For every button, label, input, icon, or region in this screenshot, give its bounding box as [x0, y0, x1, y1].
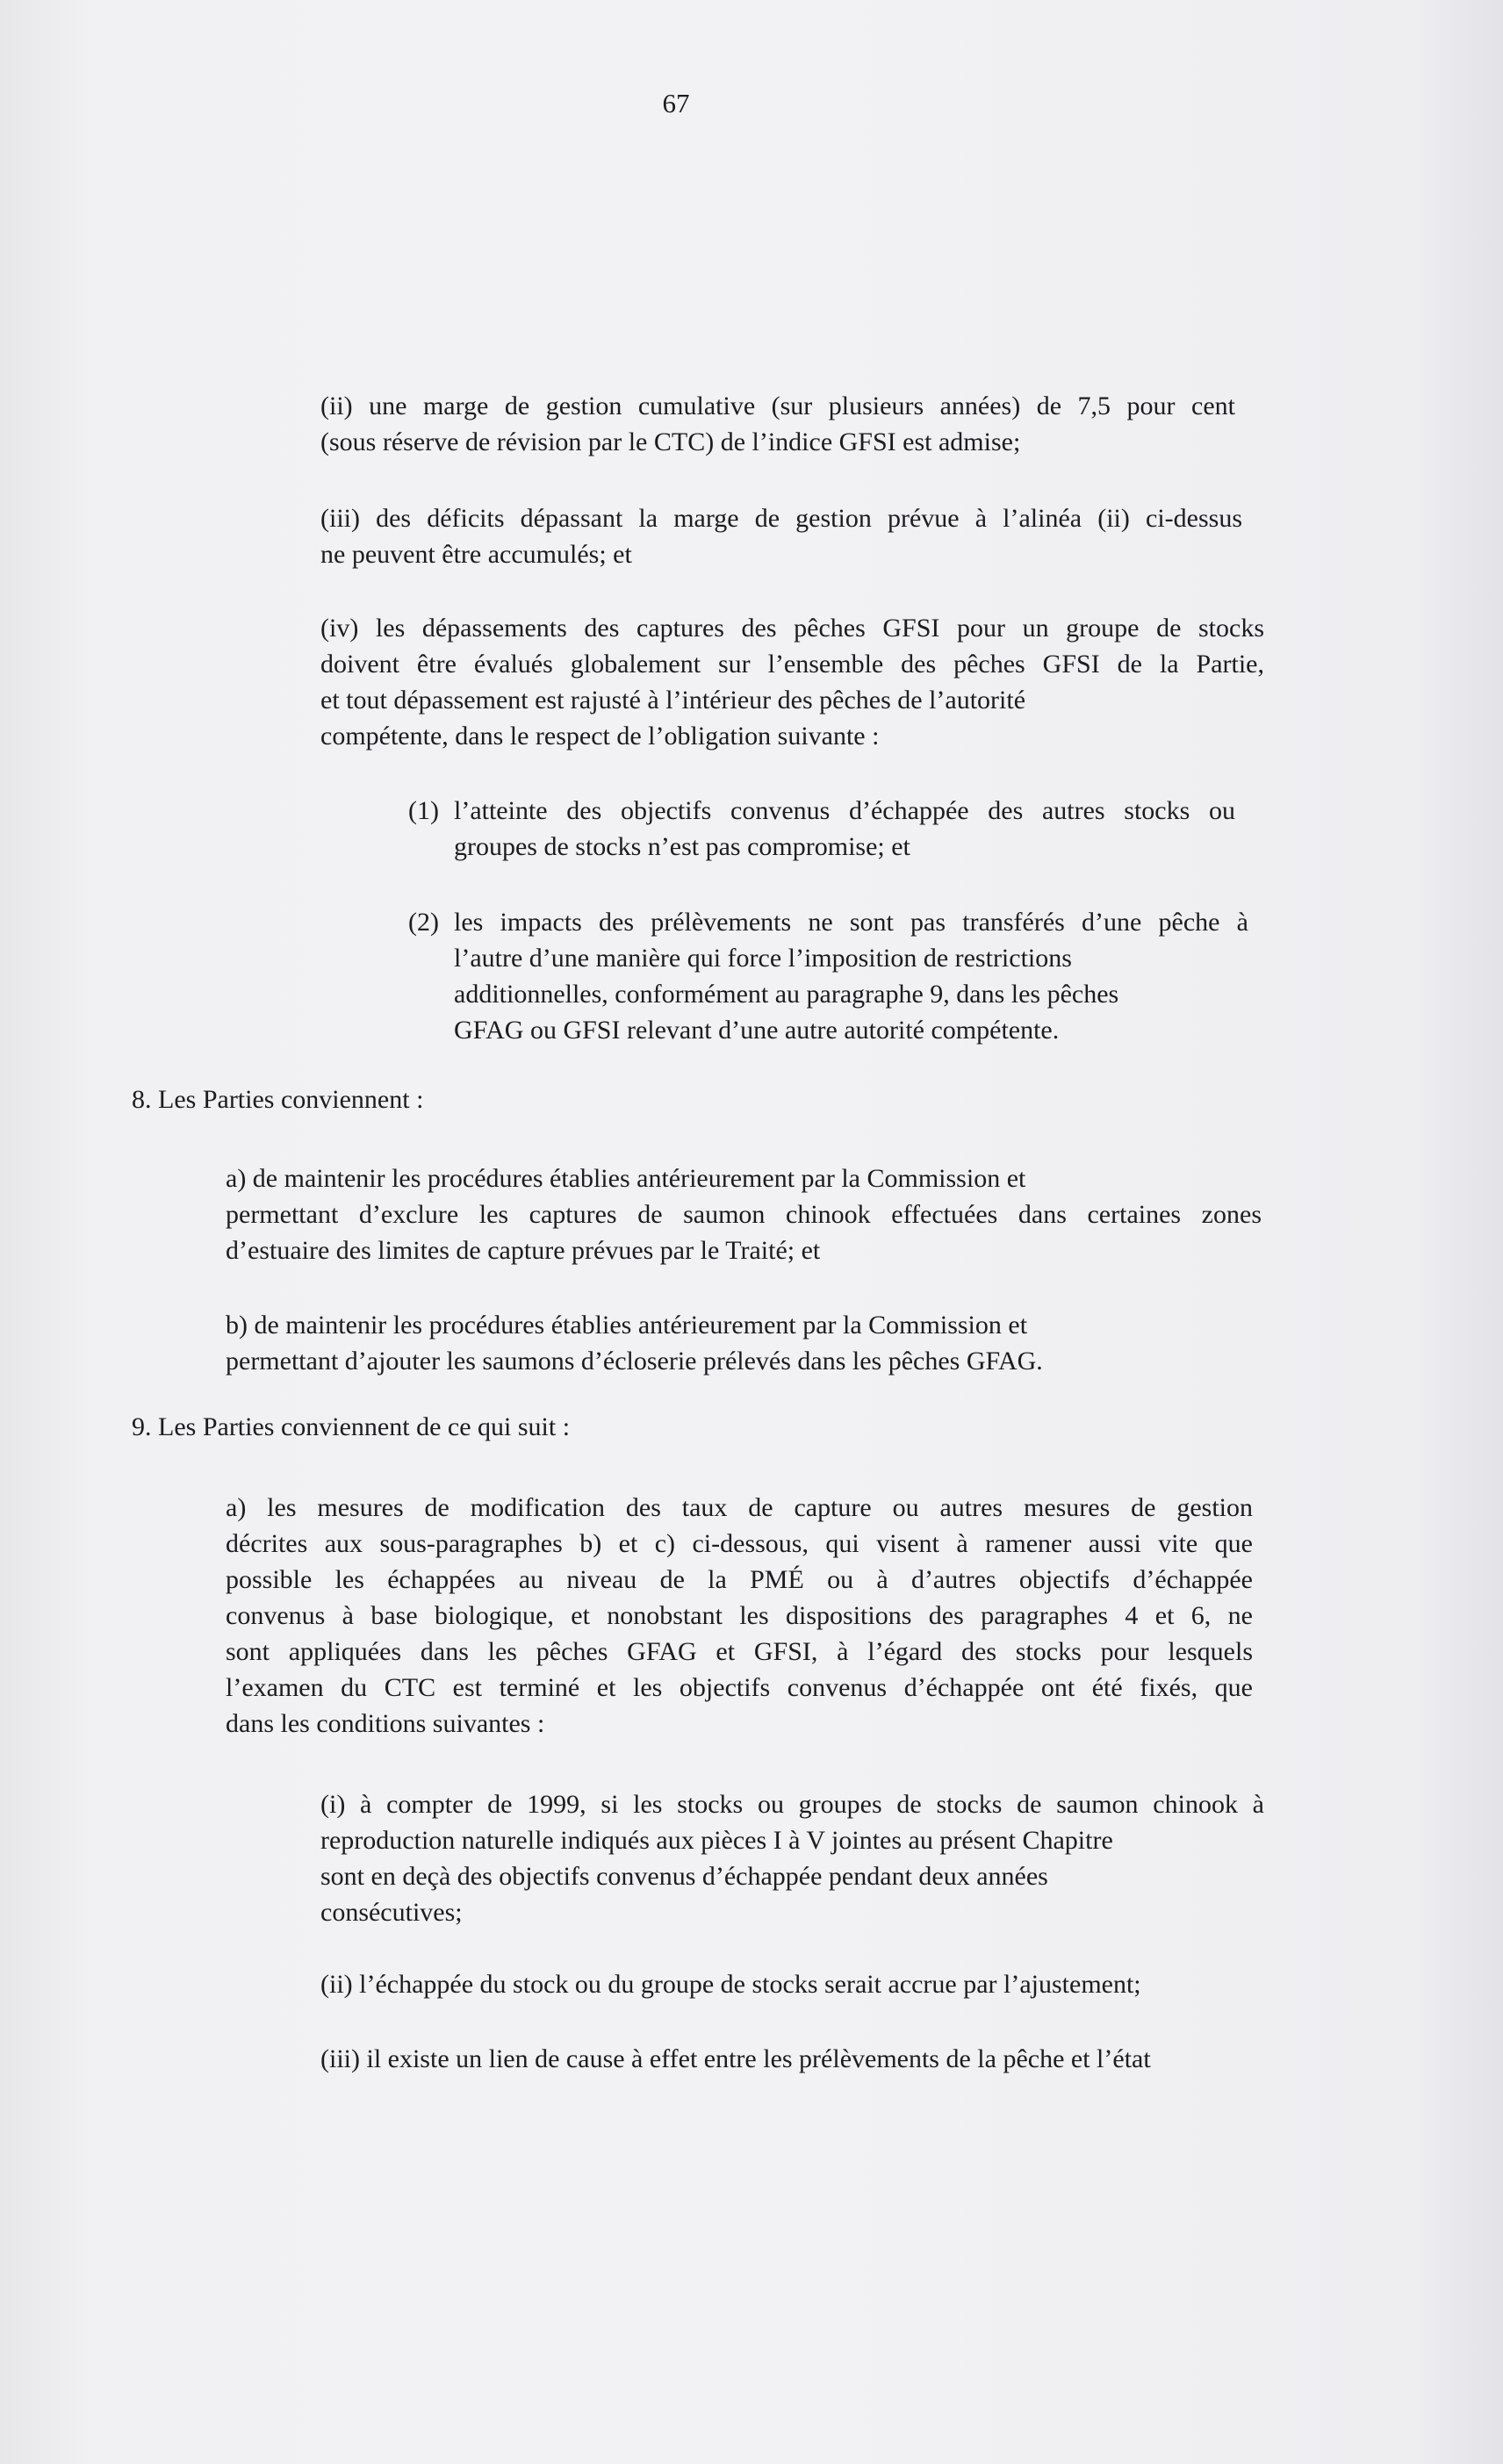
text-line: (iv) les dépassements des captures des pêches GFSI pour un groupe de stocks [320, 614, 1264, 643]
text-line: sont appliquées dans les pêches GFAG et GFSI, à l’égard des stocks pour lesquels [226, 1637, 1253, 1666]
sub-item-1 [454, 793, 1235, 865]
item-iv [320, 610, 1264, 754]
text-line: b) de maintenir les procédures établies antérieurement par la Commission et [226, 1311, 1028, 1340]
text-line: l’atteinte des objectifs convenus d’échappée des autres stocks ou [454, 796, 1235, 825]
text-line: (iii) des déficits dépassant la marge de gestion prévue à l’alinéa (ii) ci-dessus [320, 504, 1242, 533]
paragraph-9-a-iii [320, 2041, 1269, 2077]
text-line: d’estuaire des limites de capture prévues par le Traité; et [226, 1236, 821, 1265]
item-ii [320, 388, 1235, 460]
text-line: et tout dépassement est rajusté à l’intérieur des pêches de l’autorité [320, 686, 1026, 715]
paragraph-9-a-ii [320, 1966, 1269, 2002]
text-line: ne peuvent être accumulés; et [320, 540, 632, 569]
paragraph-9-heading: 9. Les Parties conviennent de ce qui suit : [132, 1412, 571, 1441]
text-line: GFAG ou GFSI relevant d’une autre autorité compétente. [454, 1016, 1060, 1045]
paragraph-9-a-i [320, 1786, 1264, 1930]
paragraph-9-a [226, 1490, 1253, 1742]
text-line: groupes de stocks n’est pas compromise; et [454, 832, 910, 861]
text-line: a) de maintenir les procédures établies antérieurement par la Commission et [226, 1164, 1026, 1193]
sub-item-1-label: (1) [408, 796, 439, 825]
text-line: reproduction naturelle indiqués aux pièces I à V jointes au présent Chapitre [320, 1826, 1113, 1855]
text-line: a) les mesures de modification des taux de capture ou autres mesures de gestion [226, 1493, 1253, 1522]
text-line: (sous réserve de révision par le CTC) de l’indice GFSI est admise; [320, 427, 1021, 456]
sub-item-2 [454, 904, 1248, 1048]
text-line: l’autre d’une manière qui force l’imposition de restrictions [454, 944, 1072, 973]
text-line: compétente, dans le respect de l’obligation suivante : [320, 722, 880, 751]
text-line: (i) à compter de 1999, si les stocks ou groupes de stocks de saumon chinook à [320, 1790, 1264, 1819]
sub-item-2-label: (2) [408, 908, 439, 937]
text-line: les impacts des prélèvements ne sont pas transférés d’une pêche à [454, 908, 1248, 937]
item-iii [320, 500, 1242, 572]
text-line: doivent être évalués globalement sur l’ensemble des pêches GFSI de la Partie, [320, 650, 1264, 679]
text-line: décrites aux sous-paragraphes b) et c) ci-dessous, qui visent à ramener aussi vite que [226, 1529, 1253, 1558]
text-line: convenus à base biologique, et nonobstant les dispositions des paragraphes 4 et 6, ne [226, 1601, 1253, 1630]
text-line: permettant d’exclure les captures de saumon chinook effectuées dans certaines zones [226, 1200, 1262, 1229]
text-line: consécutives; [320, 1898, 463, 1927]
paragraph-8-b [226, 1307, 1262, 1379]
text-line: permettant d’ajouter les saumons d’écloserie prélevés dans les pêches GFAG. [226, 1347, 1043, 1376]
text-line: l’examen du CTC est terminé et les objectifs convenus d’échappée ont été fixés, que [226, 1673, 1253, 1702]
paragraph-8-a [226, 1160, 1262, 1268]
text-line: possible les échappées au niveau de la PMÉ ou à d’autres objectifs d’échappée [226, 1565, 1253, 1594]
text-line: sont en deçà des objectifs convenus d’échappée pendant deux années [320, 1862, 1048, 1891]
text-line: dans les conditions suivantes : [226, 1709, 545, 1738]
text-line: (ii) une marge de gestion cumulative (sur plusieurs années) de 7,5 pour cent [320, 392, 1235, 420]
page-number: 67 [662, 88, 690, 119]
paragraph-8-heading: 8. Les Parties conviennent : [132, 1085, 424, 1114]
text-line: (iii) il existe un lien de cause à effet entre les prélèvements de la pêche et l’état [320, 2044, 1151, 2073]
text-line: additionnelles, conformément au paragraphe 9, dans les pêches [454, 980, 1119, 1009]
text-line: (ii) l’échappée du stock ou du groupe de stocks serait accrue par l’ajustement; [320, 1970, 1141, 1999]
